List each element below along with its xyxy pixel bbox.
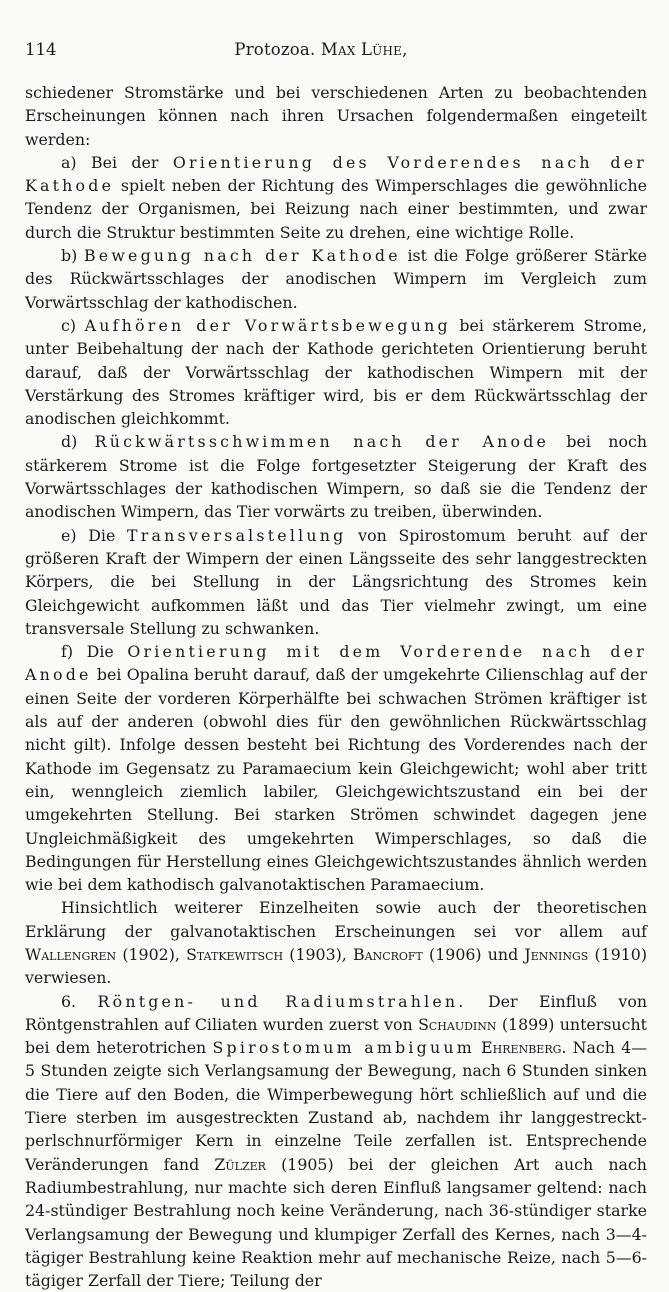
paragraph [25,81,647,151]
author-citation: Schaudinn [418,1014,497,1034]
text-run: schiedener Stromstärke und bei verschiedenen Arten zu beobachtenden Erscheinungen können nach ihren Ursachen folgendermaßen eingeteilt werden: [25,83,647,149]
paragraph [25,430,647,523]
paragraph [25,244,647,314]
author-citation: Statkewitsch [186,944,284,964]
section-title: Protozoa. [234,40,316,59]
text-run: e) Die [61,525,128,545]
text-run: (1906) und [422,944,525,964]
text-run: d) [61,432,95,452]
text-run: Der Einfluß von Röntgenstrahlen auf Ciliaten wurden zuerst von [25,991,648,1034]
text-run: f) Die [61,642,128,662]
text-run: 6. [61,991,98,1011]
text-run: Hinsichtlich weiterer Einzelheiten sowie auch der theoretischen Erklärung der galvanotaktischen Erscheinungen sei vor allem auf [25,898,647,941]
paragraph [25,314,647,430]
author-citation: Jennings [524,944,589,964]
author-citation: Ehrenberg. [481,1038,567,1058]
emphasized-text: Bewegung nach der Kathode [83,246,401,266]
text-run: (1902), [116,944,187,964]
text-run: von Spirostomum beruht auf der größeren Kraft der Wimpern der einen Längsseite des sehr langgestreckten Körpers, die bei Stellung in der Längsrichtung des Stromes kein Gleichgewicht aufkommen läßt und das Tier vielmehr zwingt, um eine transversale Stellung zu schwanken. [25,525,647,638]
text-run: (1910) verwiesen. [25,944,648,988]
text-run: (1905) bei der gleichen Art auch nach Radiumbestrahlung, nur machte sich deren Einfluß langsamer geltend: nach 24-stündiger Bestrahlung noch keine Veränderung, nach 36-stündiger starke Verlangsamung der Bewegung und klumpiger Zerfall des Kernes, nach 3—4-tägiger Bestrahlung keine Reaktion mehr auf mechanische Reize, nach 5—6-tägiger Zerfall der Tiere; Teilung der [25,1154,647,1291]
author-citation: Bancroft [353,944,423,964]
paragraph [25,990,647,1292]
emphasized-text: Rückwärtsschwimmen nach der Anode [94,432,550,452]
author-citation: Wallengren [25,944,117,964]
emphasized-text: Aufhören der Vorwärtsbewegung [84,315,451,335]
text-run: (1903), [283,944,354,964]
emphasized-text: Orientierung mit dem Vorderende nach der Anode [25,642,648,685]
body-text [25,81,647,1292]
paragraph [25,640,647,896]
emphasized-text: Transversalstellung [127,525,347,545]
author-name: Max Lühe, [320,40,408,59]
text-run: bei Opalina beruht darauf, daß der umgekehrte Cilienschlag auf der einen Seite der vorderen Körperhälfte bei schwachen Strömen kräftiger ist als auf der anderen (obwohl dies für den gewöhnlichen Rückwärtsschlag nicht gilt). Infolge dessen besteht bei Richtung des Vorderendes nach der Kathode im Gegensatz zu Paramaecium kein Gleichgewicht; wohl aber tritt ein, wenngleich ziemlich labiler, Gleichgewichtszustand ein bei der umgekehrten Stellung. Bei starken Strömen schwindet dagegen jene Ungleichmäßigkeit des umgekehrten Wimperschlages, so daß die Bedingungen für Herstellung eines Gleichgewichtszustandes ähnlich werden wie bei dem kathodisch galvanotaktischen Paramaecium. [25,665,647,895]
emphasized-text: Spirostomum ambiguum [212,1038,475,1058]
text-run: a) Bei der [61,152,173,172]
paragraph [25,524,647,640]
text-run: (1899) untersucht bei dem heterotrichen [25,1014,647,1058]
author-citation: Zülzer [214,1154,266,1174]
running-header [25,40,647,59]
text-run: Nach 4—5 Stunden zeigte sich Verlangsamung der Bewegung, nach 6 Stunden sinken die Tiere auf den Boden, die Wimperbewegung hört schließlich auf und die Tiere sterben im ausgestreckten Zustand ab, nachdem ihr langgestreckt-perlschnurförmiger Kern in einzelne Teile zerfallen ist. Entsprechende Veränderungen fand [25,1038,648,1174]
text-run: spielt neben der Richtung des Wimperschlages die gewöhnliche Tendenz der Organismen, bei Reizung nach einer bestimmten, und zwar durch die Struktur bestimmten Seite zu drehen, eine wichtige Rolle. [25,176,647,242]
text-run: c) [61,315,85,335]
emphasized-text: Röntgen- und Radiumstrahlen. [97,991,467,1011]
text-run: b) [61,246,84,266]
text-run: bei stärkerem Strome, unter Beibehaltung der nach der Kathode gerichteten Orientierung beruht darauf, daß der Vorwärtsschlag der kathodischen Wimpern mit der Verstärkung des Stromes kräftiger wird, bis er dem Rückwärtsschlag der anodischen gleichkommt. [25,315,647,429]
text-run: ist die Folge größerer Stärke des Rückwärtsschlages der anodischen Wimpern im Vergleich zum Vorwärtsschlag der kathodischen. [25,246,647,312]
paragraph [25,151,647,244]
running-title [115,40,647,59]
paragraph [25,896,647,989]
emphasized-text: Orientierung des Vorderendes nach der Kathode [25,152,647,196]
page-number: 114 [25,40,57,59]
text-run: bei noch stärkerem Strome ist die Folge fortgesetzter Steigerung der Kraft des Vorwärtsschlages der kathodischen Wimpern, so daß sie die Tendenz der anodischen Wimpern, das Tier vorwärts zu treiben, überwinden. [25,432,647,522]
